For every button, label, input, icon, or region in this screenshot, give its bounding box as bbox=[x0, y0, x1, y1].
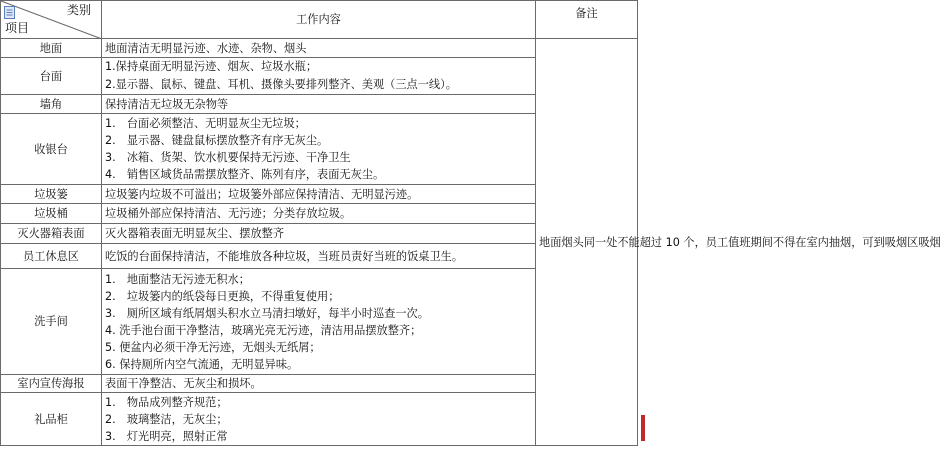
document-icon bbox=[4, 6, 15, 19]
row-category: 墙角 bbox=[1, 95, 102, 114]
row-category: 礼品柜 bbox=[1, 393, 102, 446]
content-line: 5. 便盆内必须干净无污迹，无烟头无纸屑； bbox=[105, 340, 321, 354]
content-line: 2. 垃圾篓内的纸袋每日更换，不得重复使用； bbox=[105, 289, 340, 303]
category-label: 类别 bbox=[66, 3, 91, 17]
row-content bbox=[102, 393, 536, 446]
content-line: 表面干净整洁、无灰尘和损坏。 bbox=[105, 377, 262, 390]
content-line: 2.显示器、鼠标、键盘、耳机、摄像头要排列整齐、美观（三点一线）。 bbox=[105, 78, 457, 91]
note-cell: 地面烟头同一处不能超过 10 个，员工值班期间不得在室内抽烟，可到吸烟区吸烟 bbox=[536, 39, 638, 446]
content-line: 1. 物品成列整齐规范； bbox=[105, 395, 228, 409]
row-content bbox=[102, 244, 536, 269]
row-category: 垃圾篓 bbox=[1, 185, 102, 204]
header-row bbox=[1, 1, 638, 39]
content-line: 灭火器箱表面无明显灰尘、摆放整齐 bbox=[105, 227, 285, 240]
row-category: 室内宣传海报 bbox=[1, 375, 102, 393]
row-category: 垃圾桶 bbox=[1, 204, 102, 224]
row-content bbox=[102, 375, 536, 393]
row-category: 台面 bbox=[1, 58, 102, 95]
content-line: 吃饭的台面保持清洁，不能堆放各种垃圾，当班员责好当班的饭桌卫生。 bbox=[105, 249, 464, 263]
row-content bbox=[102, 224, 536, 244]
content-line: 保持清洁无垃圾无杂物等 bbox=[105, 97, 229, 111]
content-line: 2. 显示器、键盘鼠标摆放整齐有序无灰尘。 bbox=[105, 134, 329, 147]
content-line: 6. 保持厕所内空气流通，无明显异味。 bbox=[105, 357, 299, 371]
row-category: 地面 bbox=[1, 39, 102, 58]
item-label: 项目 bbox=[5, 21, 30, 35]
row-content bbox=[102, 58, 536, 95]
content-line: 3. 厕所区域有纸屑烟头积水立马清扫墩好，每半小时巡查一次。 bbox=[105, 306, 429, 320]
content-line: 1. 地面整洁无污迹无积水； bbox=[105, 272, 250, 286]
row-content bbox=[102, 204, 536, 224]
row-category: 灭火器箱表面 bbox=[1, 224, 102, 244]
content-line: 1. 台面必须整洁、无明显灰尘无垃圾； bbox=[105, 117, 306, 130]
content-line: 4. 销售区域货品需摆放整齐、陈列有序，表面无灰尘。 bbox=[105, 168, 385, 181]
content-line: 3. 冰箱、货架、饮水机要保持无污迹、干净卫生 bbox=[105, 151, 351, 164]
row-category: 员工休息区 bbox=[1, 244, 102, 269]
content-line: 2. 玻璃整洁，无灰尘； bbox=[105, 412, 228, 426]
content-header: 工作内容 bbox=[102, 1, 536, 39]
row-content bbox=[102, 39, 536, 58]
row-category: 收银台 bbox=[1, 114, 102, 185]
content-line: 1.保持桌面无明显污迹、烟灰、垃圾水瓶； bbox=[105, 60, 318, 73]
content-line: 垃圾桶外部应保持清洁、无污迹；分类存放垃圾。 bbox=[105, 207, 352, 220]
content-line: 3. 灯光明亮，照射正常 bbox=[105, 429, 228, 443]
table-row bbox=[1, 39, 638, 58]
row-category: 洗手间 bbox=[1, 269, 102, 375]
content-line: 4. 洗手池台面干净整洁，玻璃光亮无污迹，清洁用品摆放整齐； bbox=[105, 323, 422, 337]
content-line: 地面清洁无明显污迹、水迹、杂物、烟头 bbox=[105, 41, 307, 55]
row-content bbox=[102, 185, 536, 204]
row-content bbox=[102, 95, 536, 114]
content-line: 垃圾篓内垃圾不可溢出；垃圾篓外部应保持清洁、无明显污迹。 bbox=[105, 187, 419, 201]
row-content bbox=[102, 269, 536, 375]
note-header: 备注 bbox=[536, 1, 638, 39]
diagonal-header-cell bbox=[1, 1, 102, 39]
row-content bbox=[102, 114, 536, 185]
page-edge-marker bbox=[641, 415, 645, 441]
